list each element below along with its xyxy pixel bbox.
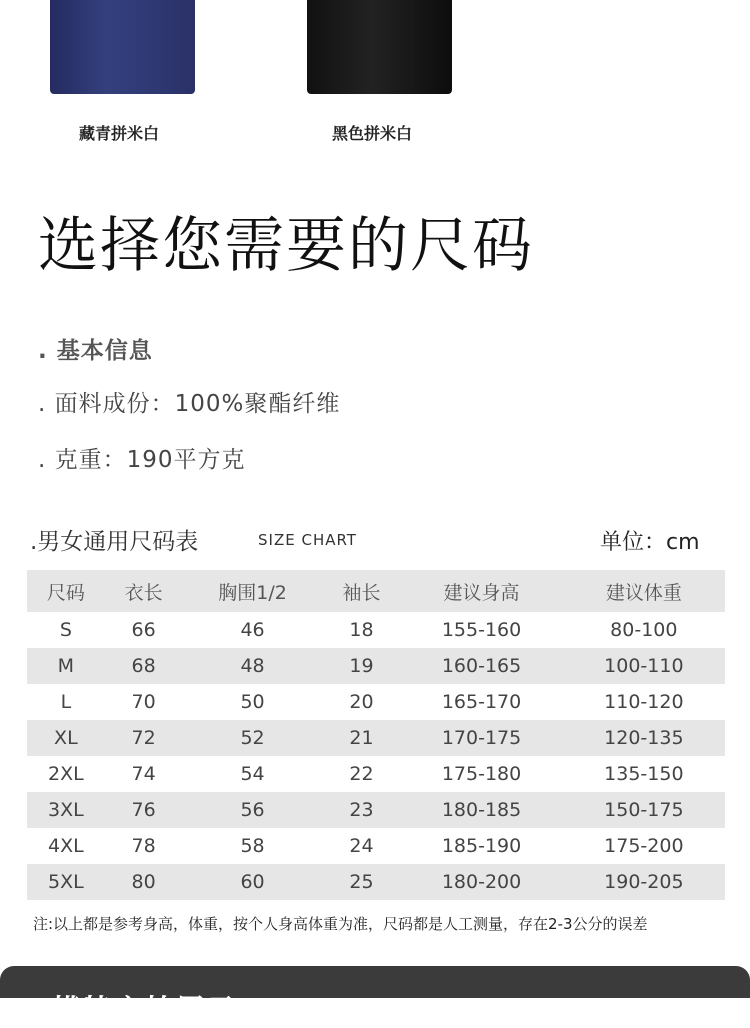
table-header-row (27, 570, 725, 612)
table-cell: 23 (349, 799, 374, 821)
header-cell: 袖长 (323, 570, 401, 612)
table-row (27, 648, 725, 684)
table-cell: 175-180 (441, 763, 522, 785)
table-cell: 175-200 (604, 835, 684, 857)
table-cell: 190-205 (604, 871, 684, 893)
table-cell: S (59, 619, 72, 641)
table-cell: 18 (349, 619, 374, 641)
table-cell: 19 (349, 655, 374, 677)
table-cell: 78 (131, 835, 156, 857)
table-cell: 5XL (48, 871, 84, 893)
table-cell: 72 (131, 727, 156, 749)
table-cell: 48 (240, 655, 265, 677)
info-weight: . 克重：190平方克 (38, 447, 246, 473)
table-row (27, 864, 725, 900)
table-cell: 76 (131, 799, 156, 821)
table-cell: 46 (240, 619, 265, 641)
table-cell: 170-175 (441, 727, 522, 749)
table-cell: 25 (349, 871, 374, 893)
table-cell: 80 (131, 871, 156, 893)
table-cell: 180-200 (441, 871, 522, 893)
navy-swatch-image (50, 0, 195, 94)
swatch-label-black: 黑色拼米白 (332, 124, 413, 143)
table-cell: 4XL (48, 835, 84, 857)
swatch-label-navy: 藏青拼米白 (79, 124, 160, 143)
header-cell: 建议身高 (400, 570, 562, 612)
table-cell: 165-170 (441, 691, 522, 713)
table-cell: 80-100 (610, 619, 678, 641)
table-cell: 21 (349, 727, 374, 749)
info-heading: . 基本信息 (38, 338, 153, 364)
table-cell: 58 (240, 835, 265, 857)
bottom-banner (0, 966, 750, 1026)
table-cell: 52 (240, 727, 265, 749)
size-chart-subtitle: SIZE CHART (258, 531, 357, 549)
header-cell: 建议体重 (563, 570, 725, 612)
size-table (27, 570, 725, 900)
table-cell: 60 (240, 871, 265, 893)
table-cell: 110-120 (604, 691, 684, 713)
table-cell: 155-160 (441, 619, 522, 641)
size-chart-title: .男女通用尺码表 (30, 529, 199, 555)
table-cell: 2XL (48, 763, 84, 785)
header-cell: 胸围1/2 (182, 570, 322, 612)
table-row (27, 756, 725, 792)
black-swatch-image (307, 0, 452, 94)
table-cell: 3XL (48, 799, 84, 821)
table-cell: XL (54, 727, 78, 749)
table-cell: 160-165 (441, 655, 522, 677)
table-cell: 66 (131, 619, 156, 641)
table-cell: 135-150 (604, 763, 684, 785)
table-row (27, 684, 725, 720)
table-cell: 20 (349, 691, 374, 713)
table-cell: 68 (131, 655, 156, 677)
bottom-banner-title: 模特实拍展示 (52, 993, 239, 1026)
table-cell: 70 (131, 691, 156, 713)
table-cell: 56 (240, 799, 265, 821)
table-cell: 100-110 (604, 655, 684, 677)
measurement-note: 注:以上都是参考身高，体重，按个人身高体重为准，尺码都是人工测量，存在2-3公分的误差 (33, 915, 648, 933)
table-cell: 74 (131, 763, 156, 785)
page-headline: 选择您需要的尺码 (38, 211, 534, 281)
table-cell: 24 (349, 835, 374, 857)
table-row (27, 792, 725, 828)
table-cell: 150-175 (604, 799, 684, 821)
table-row (27, 720, 725, 756)
table-cell: M (57, 655, 75, 677)
table-cell: 185-190 (441, 835, 522, 857)
header-cell: 尺码 (27, 570, 105, 612)
table-cell: 50 (240, 691, 265, 713)
table-cell: 120-135 (604, 727, 684, 749)
table-row (27, 828, 725, 864)
size-chart-unit: 单位：cm (600, 530, 700, 555)
table-cell: 22 (349, 763, 374, 785)
table-cell: L (60, 691, 72, 713)
table-cell: 180-185 (441, 799, 522, 821)
table-row (27, 612, 725, 648)
info-fabric: . 面料成份：100%聚酯纤维 (38, 391, 341, 417)
header-cell: 衣长 (105, 570, 183, 612)
table-cell: 54 (240, 763, 265, 785)
